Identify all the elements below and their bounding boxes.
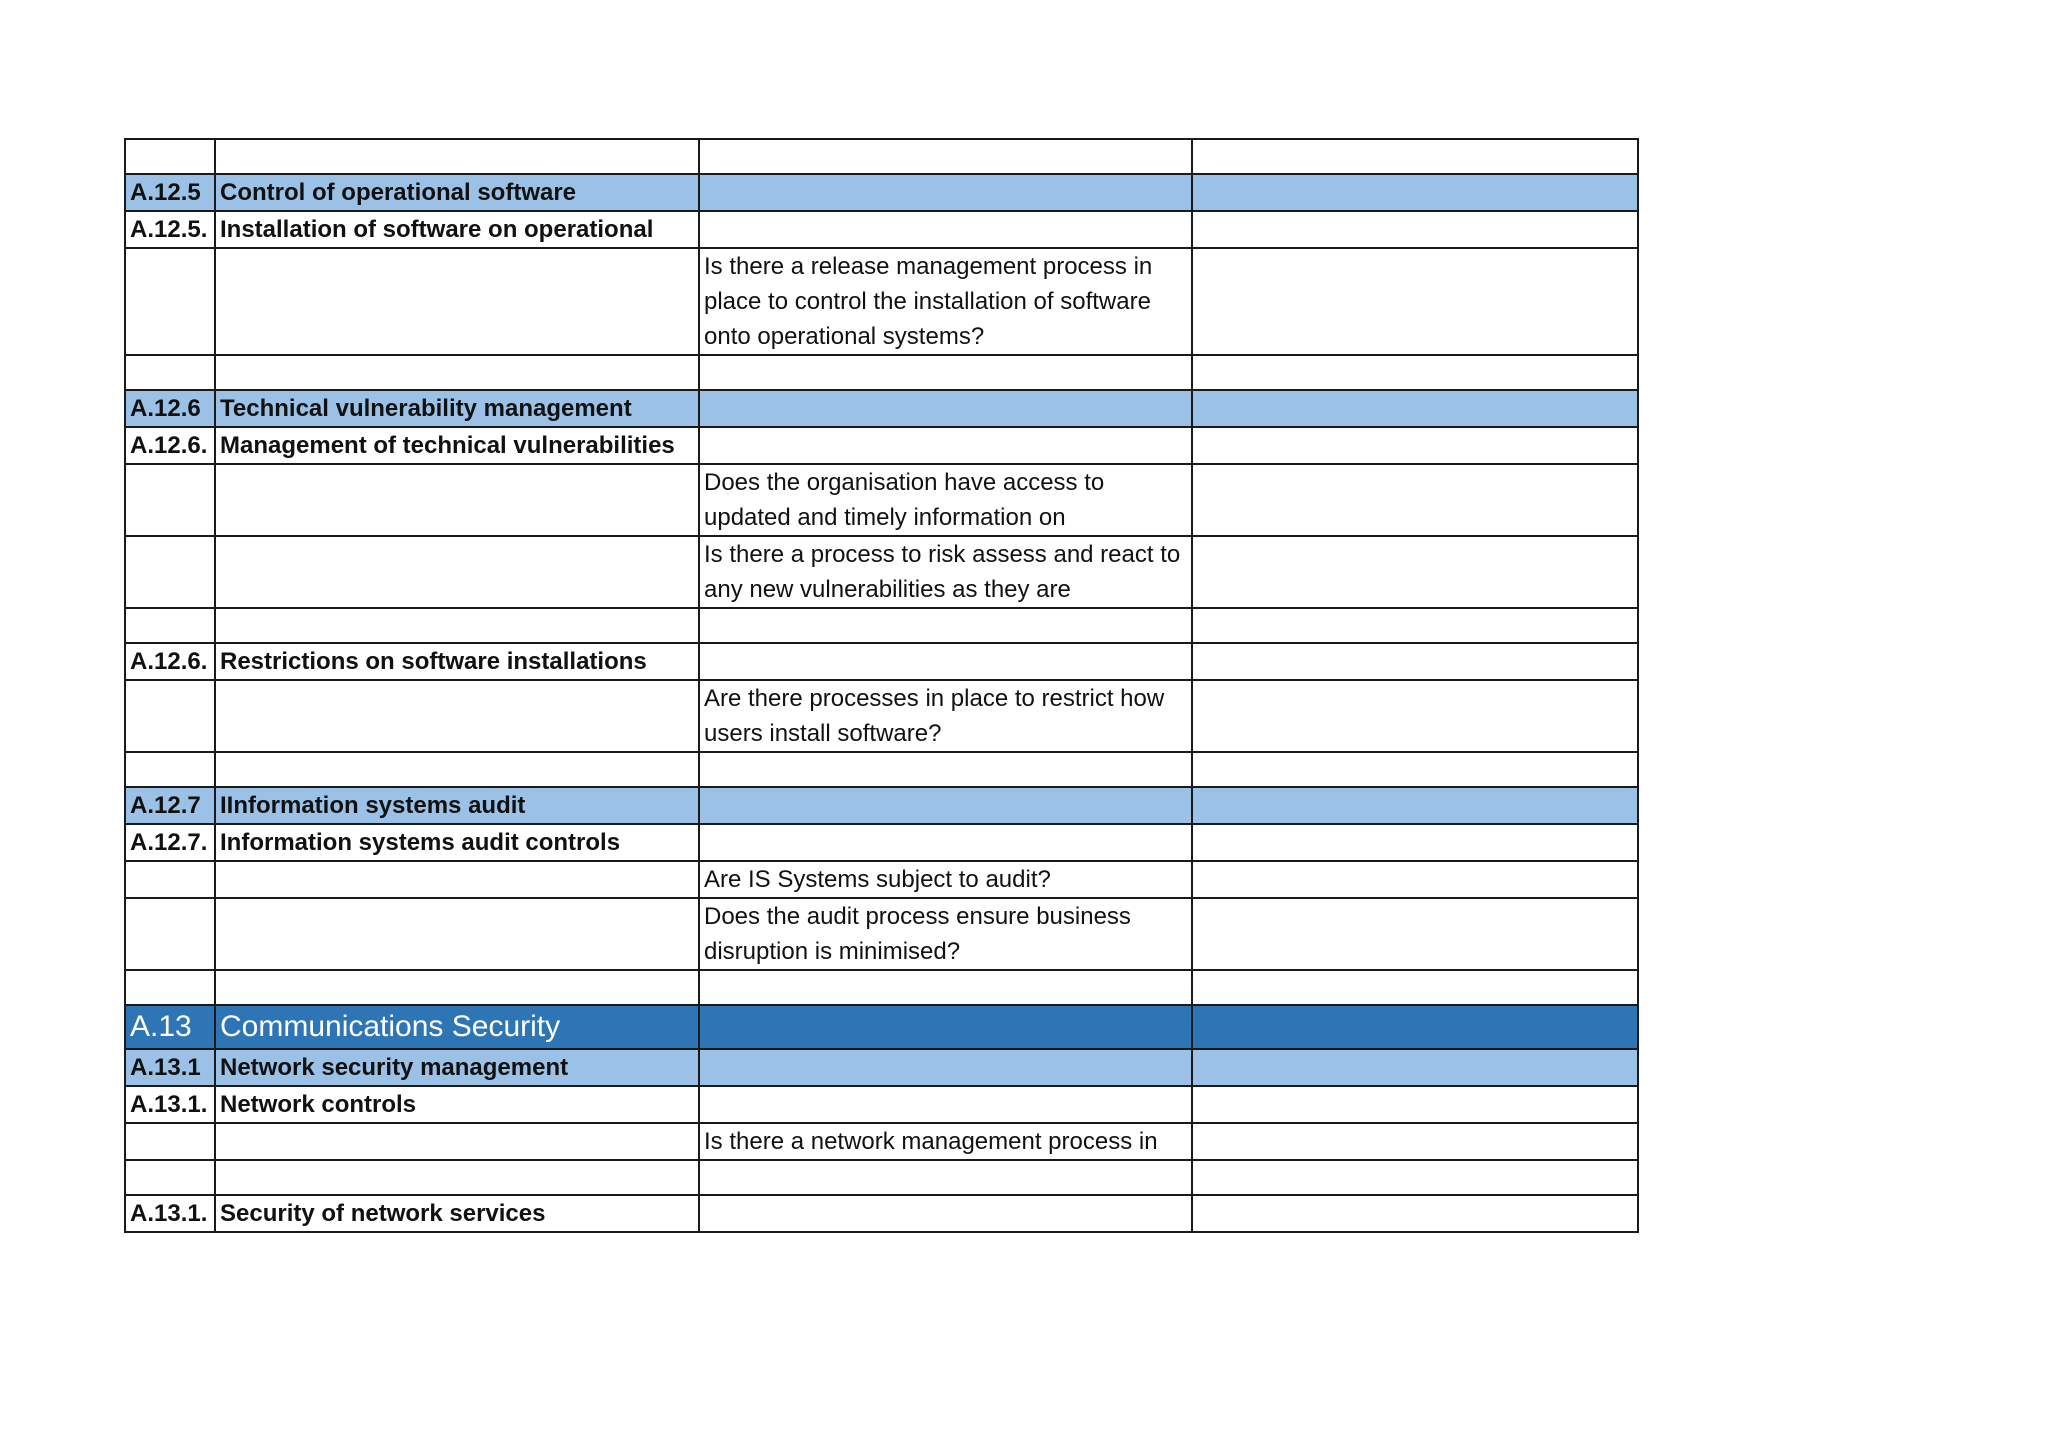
question-cell[interactable] (699, 752, 1192, 787)
blank-row (125, 355, 1638, 390)
control-title-cell[interactable]: Security of network services (215, 1195, 699, 1232)
question-cell[interactable] (699, 1195, 1192, 1232)
question-cell[interactable] (699, 1160, 1192, 1195)
control-id-cell[interactable] (125, 1160, 215, 1195)
control-title-cell[interactable]: Control of operational software (215, 174, 699, 211)
question-row (125, 898, 1638, 970)
question-row (125, 464, 1638, 536)
checklist-body (125, 139, 1638, 1232)
section-header-row (125, 1005, 1638, 1049)
control-title-cell[interactable]: Communications Security (215, 1005, 699, 1049)
question-cell[interactable] (699, 1005, 1192, 1049)
control-id-cell[interactable] (125, 248, 215, 355)
question-cell[interactable] (699, 139, 1192, 174)
control-title-cell[interactable]: IInformation systems audit (215, 787, 699, 824)
question-cell[interactable]: Does the audit process ensure business disruption is minimised? (699, 898, 1192, 970)
question-cell[interactable]: Does the organisation have access to updated and timely information on (699, 464, 1192, 536)
response-cell[interactable] (1192, 1195, 1638, 1232)
response-cell[interactable] (1192, 1086, 1638, 1123)
response-cell[interactable] (1192, 1005, 1638, 1049)
subsection-header-row (125, 390, 1638, 427)
question-cell[interactable]: Are IS Systems subject to audit? (699, 861, 1192, 898)
control-id-cell[interactable]: A.12.7. (125, 824, 215, 861)
control-title-cell[interactable] (215, 680, 699, 752)
control-id-cell[interactable] (125, 608, 215, 643)
control-title-cell[interactable]: Restrictions on software installations (215, 643, 699, 680)
control-id-cell[interactable] (125, 536, 215, 608)
checklist-table (124, 138, 1639, 1233)
blank-row (125, 139, 1638, 174)
control-id-cell[interactable]: A.12.5 (125, 174, 215, 211)
question-cell[interactable]: Is there a process to risk assess and react to any new vulnerabilities as they are (699, 536, 1192, 608)
question-cell[interactable]: Are there processes in place to restrict how users install software? (699, 680, 1192, 752)
question-cell[interactable] (699, 427, 1192, 464)
response-cell[interactable] (1192, 970, 1638, 1005)
blank-row (125, 608, 1638, 643)
control-id-cell[interactable] (125, 355, 215, 390)
control-id-cell[interactable]: A.12.7 (125, 787, 215, 824)
response-cell[interactable] (1192, 752, 1638, 787)
response-cell[interactable] (1192, 898, 1638, 970)
question-row (125, 248, 1638, 355)
question-row (125, 1123, 1638, 1160)
control-id-cell[interactable]: A.12.6 (125, 390, 215, 427)
response-cell[interactable] (1192, 211, 1638, 248)
blank-row (125, 970, 1638, 1005)
response-cell[interactable] (1192, 1049, 1638, 1086)
control-id-cell[interactable] (125, 1123, 215, 1160)
response-cell[interactable] (1192, 643, 1638, 680)
control-title-cell[interactable]: Information systems audit controls (215, 824, 699, 861)
control-row (125, 1086, 1638, 1123)
control-id-cell[interactable] (125, 680, 215, 752)
control-id-cell[interactable]: A.12.6. (125, 427, 215, 464)
question-cell[interactable] (699, 211, 1192, 248)
control-id-cell[interactable]: A.13.1 (125, 1049, 215, 1086)
response-cell[interactable] (1192, 1160, 1638, 1195)
control-title-cell[interactable] (215, 536, 699, 608)
control-id-cell[interactable]: A.12.5. (125, 211, 215, 248)
control-title-cell[interactable] (215, 1123, 699, 1160)
control-id-cell[interactable] (125, 970, 215, 1005)
response-cell[interactable] (1192, 139, 1638, 174)
control-row (125, 824, 1638, 861)
response-cell[interactable] (1192, 787, 1638, 824)
response-cell[interactable] (1192, 680, 1638, 752)
control-title-cell[interactable] (215, 248, 699, 355)
control-id-cell[interactable]: A.13.1. (125, 1195, 215, 1232)
blank-row (125, 752, 1638, 787)
control-title-cell[interactable] (215, 970, 699, 1005)
question-row (125, 861, 1638, 898)
question-cell[interactable] (699, 824, 1192, 861)
question-cell[interactable] (699, 787, 1192, 824)
control-row (125, 1195, 1638, 1232)
question-cell[interactable] (699, 390, 1192, 427)
control-title-cell[interactable] (215, 1160, 699, 1195)
response-cell[interactable] (1192, 536, 1638, 608)
control-title-cell[interactable] (215, 355, 699, 390)
control-id-cell[interactable] (125, 139, 215, 174)
response-cell[interactable] (1192, 174, 1638, 211)
control-title-cell[interactable] (215, 464, 699, 536)
control-row (125, 211, 1638, 248)
control-title-cell[interactable]: Installation of software on operational (215, 211, 699, 248)
question-cell[interactable] (699, 1086, 1192, 1123)
blank-row (125, 1160, 1638, 1195)
control-title-cell[interactable]: Management of technical vulnerabilities (215, 427, 699, 464)
response-cell[interactable] (1192, 861, 1638, 898)
control-id-cell[interactable]: A.13.1. (125, 1086, 215, 1123)
question-cell[interactable] (699, 174, 1192, 211)
control-title-cell[interactable] (215, 752, 699, 787)
question-cell[interactable] (699, 643, 1192, 680)
subsection-header-row (125, 174, 1638, 211)
control-title-cell[interactable] (215, 861, 699, 898)
control-id-cell[interactable] (125, 464, 215, 536)
response-cell[interactable] (1192, 390, 1638, 427)
control-title-cell[interactable]: Technical vulnerability management (215, 390, 699, 427)
response-cell[interactable] (1192, 1123, 1638, 1160)
response-cell[interactable] (1192, 608, 1638, 643)
control-title-cell[interactable]: Network security management (215, 1049, 699, 1086)
subsection-header-row (125, 1049, 1638, 1086)
control-title-cell[interactable] (215, 139, 699, 174)
question-cell[interactable] (699, 970, 1192, 1005)
question-cell[interactable]: Is there a release management process in place to control the installation of software onto operational systems? (699, 248, 1192, 355)
control-title-cell[interactable]: Network controls (215, 1086, 699, 1123)
control-id-cell[interactable]: A.12.6. (125, 643, 215, 680)
response-cell[interactable] (1192, 248, 1638, 355)
control-title-cell[interactable] (215, 898, 699, 970)
response-cell[interactable] (1192, 355, 1638, 390)
control-id-cell[interactable] (125, 752, 215, 787)
control-id-cell[interactable] (125, 861, 215, 898)
response-cell[interactable] (1192, 824, 1638, 861)
response-cell[interactable] (1192, 464, 1638, 536)
question-cell[interactable] (699, 355, 1192, 390)
question-row (125, 536, 1638, 608)
control-row (125, 427, 1638, 464)
question-cell[interactable]: Is there a network management process in (699, 1123, 1192, 1160)
control-id-cell[interactable]: A.13 (125, 1005, 215, 1049)
response-cell[interactable] (1192, 427, 1638, 464)
question-row (125, 680, 1638, 752)
control-id-cell[interactable] (125, 898, 215, 970)
control-row (125, 643, 1638, 680)
question-cell[interactable] (699, 608, 1192, 643)
subsection-header-row (125, 787, 1638, 824)
control-title-cell[interactable] (215, 608, 699, 643)
question-cell[interactable] (699, 1049, 1192, 1086)
